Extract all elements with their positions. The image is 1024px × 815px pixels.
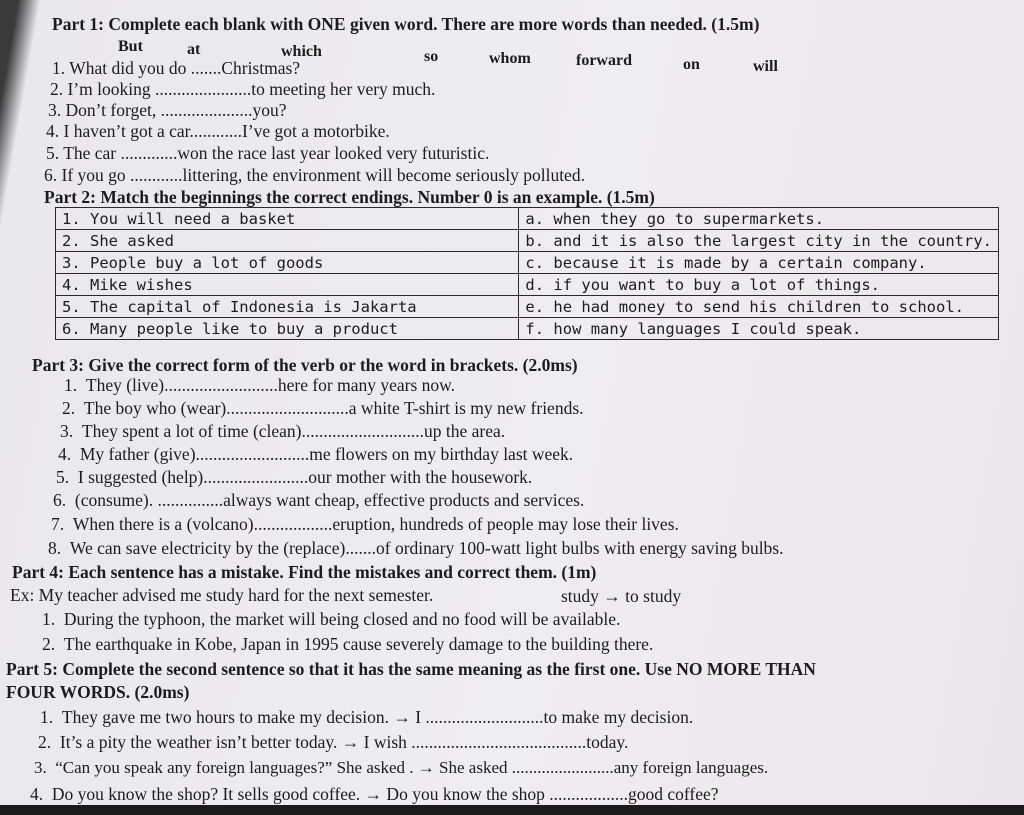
photo-bottom-edge — [0, 805, 1024, 815]
part5-item: 2. It’s a pity the weather isn’t better today. → I wish ........................................today. — [38, 732, 629, 752]
beginning-cell: 4. Mike wishes — [56, 274, 519, 296]
beginning-cell: 2. She asked — [56, 230, 519, 252]
table-row — [56, 208, 999, 230]
word-bank-item: so — [424, 48, 439, 65]
word-bank-item: will — [753, 58, 778, 75]
part1-item: 2. I’m looking ......................to meeting her very much. — [50, 79, 436, 99]
part3-item: 7. When there is a (volcano)..................eruption, hundreds of people may lose their lives. — [51, 514, 679, 534]
part1-item: 4. I haven’t got a car............I’ve got a motorbike. — [46, 121, 390, 141]
part1-heading: Part 1: Complete each blank with ONE given word. There are more words than needed. (1.5m) — [52, 14, 760, 34]
ending-cell: e. he had money to send his children to school. — [519, 296, 999, 318]
ending-cell: c. because it is made by a certain company. — [519, 252, 999, 274]
word-bank-item: But — [118, 38, 143, 55]
part3-item: 6. (consume). ...............always want cheap, effective products and services. — [53, 490, 585, 510]
ending-cell: b. and it is also the largest city in the country. — [519, 230, 999, 252]
part3-item: 5. I suggested (help)........................our mother with the housework. — [56, 467, 533, 487]
word-bank-item: whom — [489, 50, 531, 67]
part5-item: 4. Do you know the shop? It sells good coffee. → Do you know the shop ..................good coffee? — [30, 784, 719, 804]
matching-table — [55, 207, 999, 340]
beginning-cell: 5. The capital of Indonesia is Jakarta — [56, 296, 519, 318]
table-row — [56, 230, 999, 252]
part1-item: 6. If you go ............littering, the environment will become seriously polluted. — [44, 165, 585, 185]
part5-item: 3. “Can you speak any foreign languages?” She asked . → She asked ........................any foreign languages. — [34, 758, 769, 777]
part3-item: 3. They spent a lot of time (clean)............................up the area. — [60, 421, 506, 441]
ending-cell: d. if you want to buy a lot of things. — [519, 274, 999, 296]
part1-item: 1. What did you do .......Christmas? — [52, 58, 301, 78]
ending-cell: a. when they go to supermarkets. — [519, 208, 999, 230]
beginning-cell: 1. You will need a basket — [56, 208, 519, 230]
part1-item: 3. Don’t forget, .....................you? — [48, 100, 287, 120]
table-row — [56, 252, 999, 274]
part3-item: 4. My father (give)..........................me flowers on my birthday last week. — [58, 444, 574, 464]
part5-heading-cont: FOUR WORDS. (2.0ms) — [6, 682, 190, 702]
part5-heading: Part 5: Complete the second sentence so that it has the same meaning as the first one. Use NO MORE THAN — [6, 659, 816, 679]
part4-example-fix: study → to study — [561, 586, 682, 606]
word-bank-item: forward — [576, 52, 632, 69]
beginning-cell: 3. People buy a lot of goods — [56, 252, 519, 274]
part4-item: 1. During the typhoon, the market will being closed and no food will be available. — [42, 609, 621, 629]
word-bank-item: which — [281, 43, 322, 60]
table-row — [56, 274, 999, 296]
table-row — [56, 318, 999, 340]
part5-item: 1. They gave me two hours to make my decision. → I ...........................to make my decision. — [40, 707, 694, 727]
part1-item: 5. The car .............won the race last year looked very futuristic. — [46, 143, 490, 163]
beginning-cell: 6. Many people like to buy a product — [56, 318, 519, 340]
word-bank-item: on — [683, 56, 700, 73]
ending-cell: f. how many languages I could speak. — [519, 318, 999, 340]
part3-heading: Part 3: Give the correct form of the verb or the word in brackets. (2.0ms) — [32, 355, 578, 375]
part4-example: Ex: My teacher advised me study hard for the next semester. — [10, 585, 434, 605]
table-row — [56, 296, 999, 318]
part4-heading: Part 4: Each sentence has a mistake. Find the mistakes and correct them. (1m) — [12, 562, 597, 582]
word-bank-item: at — [187, 41, 201, 58]
part3-item: 8. We can save electricity by the (replace).......of ordinary 100-watt light bulbs with energy saving bulbs. — [48, 538, 784, 558]
part3-item: 1. They (live)..........................here for many years now. — [64, 375, 456, 395]
part3-item: 2. The boy who (wear)............................a white T-shirt is my new friends. — [62, 398, 584, 418]
part4-item: 2. The earthquake in Kobe, Japan in 1995 cause severely damage to the building there. — [42, 634, 654, 654]
part2-heading: Part 2: Match the beginnings the correct endings. Number 0 is an example. (1.5m) — [44, 187, 655, 207]
